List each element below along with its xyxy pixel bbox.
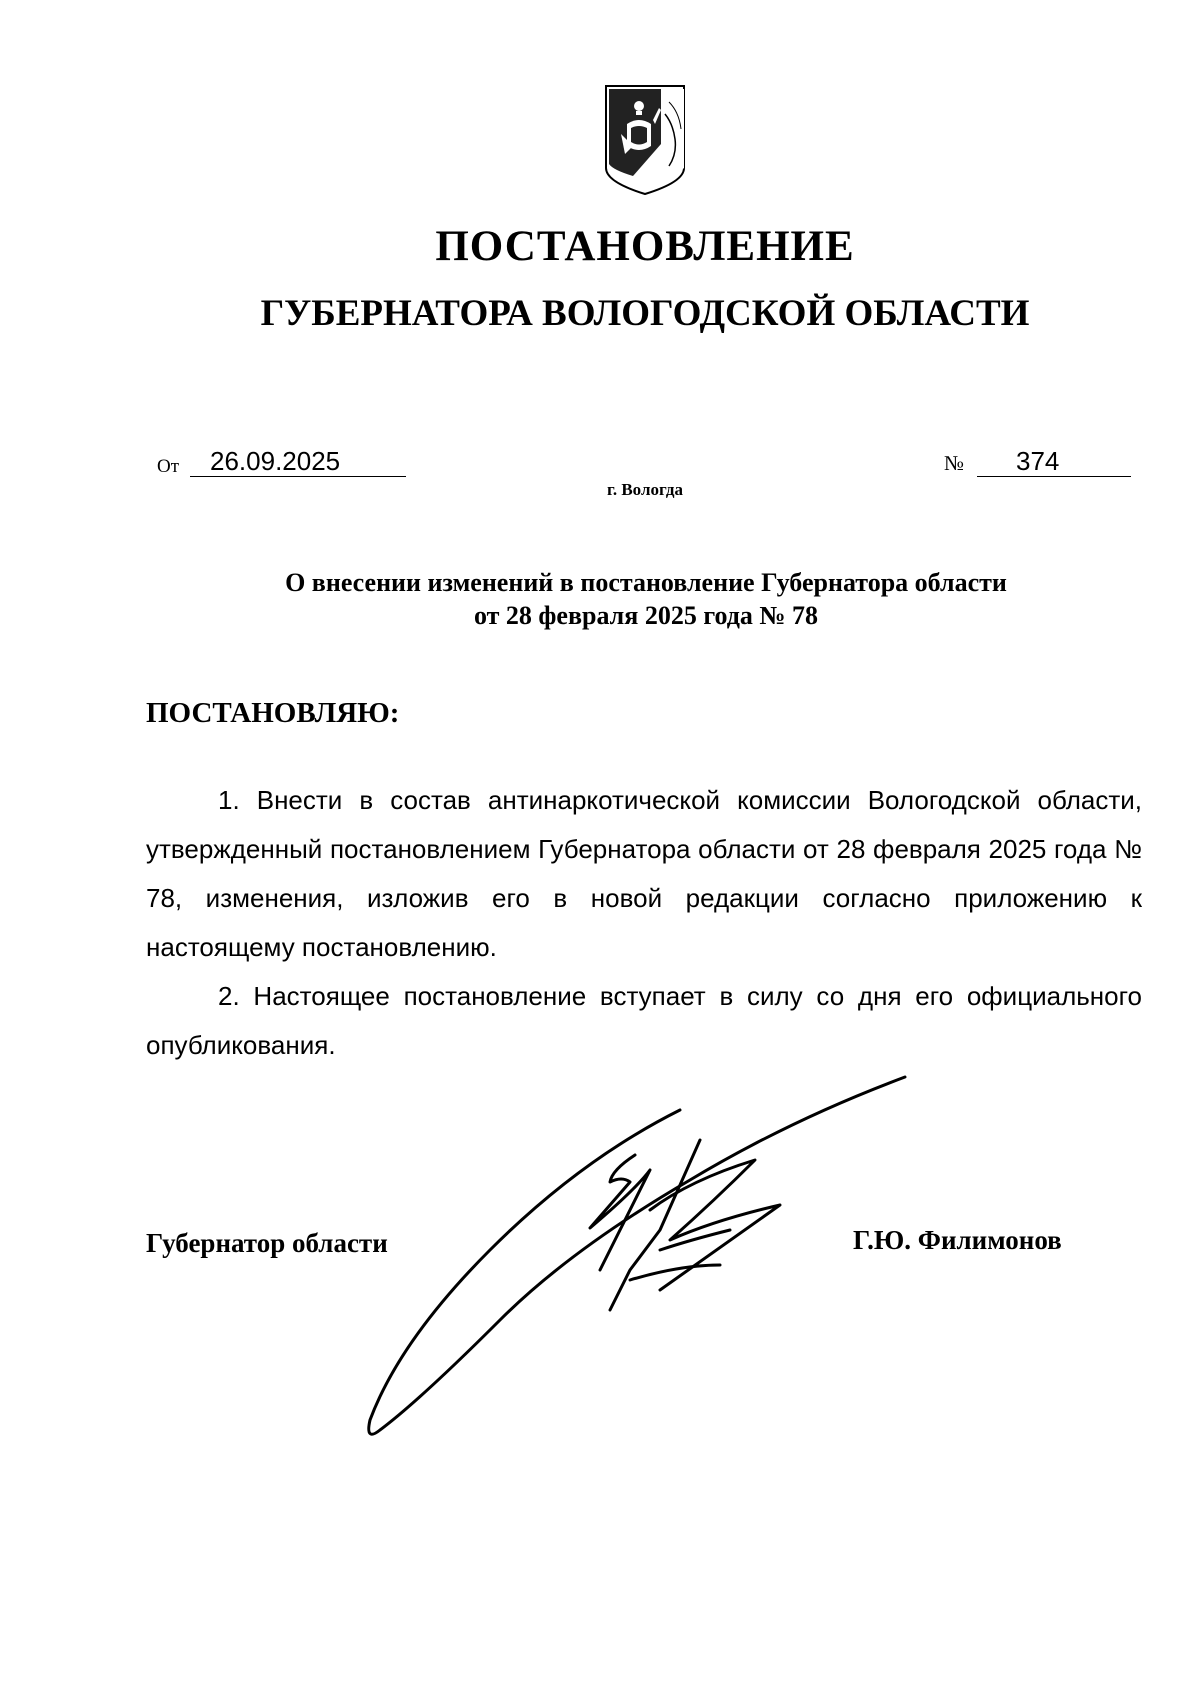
document-date: 26.09.2025 (210, 446, 341, 476)
document-subject (146, 566, 1146, 632)
document-number: 374 (1016, 446, 1060, 476)
signer-name: Г.Ю. Филимонов (853, 1225, 1062, 1255)
decree-heading: ПОСТАНОВЛЯЮ: (146, 697, 400, 729)
subject-line-1: О внесении изменений в постановление Губернатора области (285, 568, 1007, 597)
document-title: ПОСТАНОВЛЕНИЕ (435, 223, 855, 270)
city: г. Вологда (607, 480, 683, 499)
paragraph-2: 2. Настоящее постановление вступает в силу со дня его официального опубликования. (146, 981, 1142, 1060)
signature-icon (360, 1070, 920, 1450)
paragraph-1: 1. Внести в состав антинаркотической комиссии Вологодской области, утвержденный постановлением Губернатора области от 28 февраля 2025 года № 78, изменения, изложив его в новой редакции согласно приложению к настоящему постановлению. (146, 785, 1142, 962)
subject-line-2: от 28 февраля 2025 года № 78 (473, 601, 819, 630)
signer-title: Губернатор области (146, 1228, 388, 1258)
date-label: От (157, 456, 180, 477)
coat-of-arms-icon (603, 84, 687, 196)
document-subtitle: ГУБЕРНАТОРА ВОЛОГОДСКОЙ ОБЛАСТИ (260, 293, 1030, 334)
number-label: № (944, 451, 965, 475)
